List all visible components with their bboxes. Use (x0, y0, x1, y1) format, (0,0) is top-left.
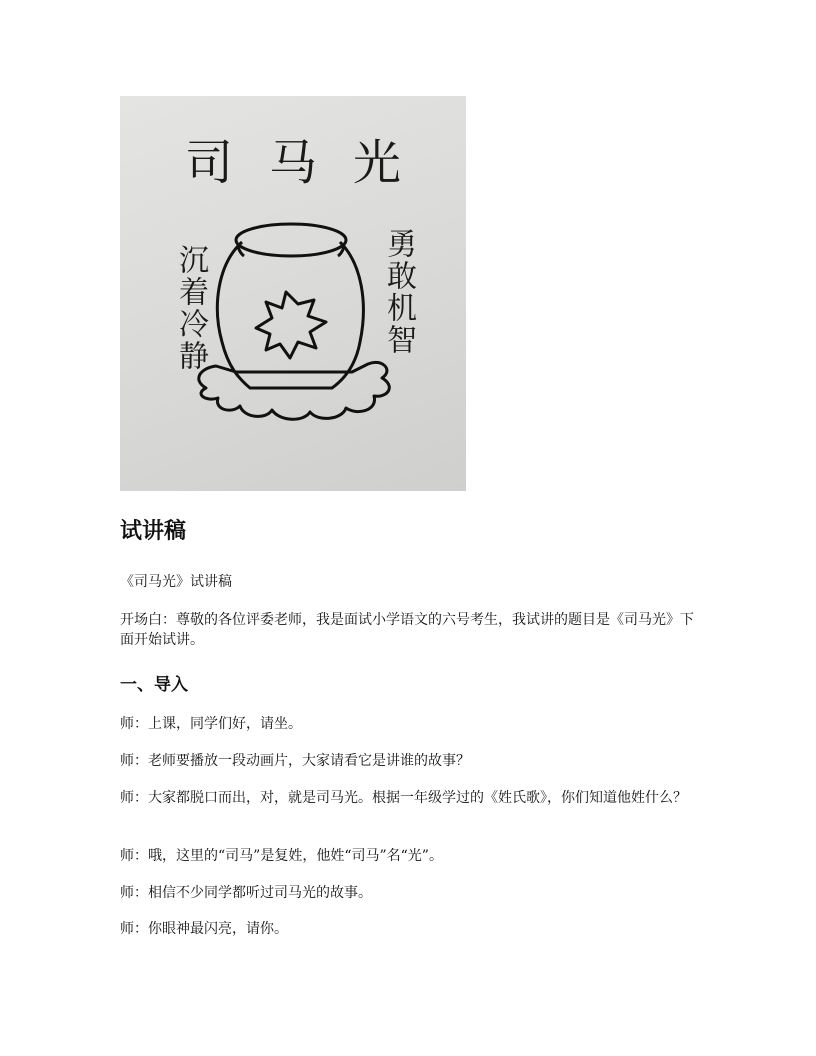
opening-paragraph: 开场白：尊敬的各位评委老师，我是面试小学语文的六号考生，我试讲的题目是《司马光》下面开始试讲。 (120, 612, 694, 648)
dialogue-line: 师：哦，这里的“司马”是复姓，他姓“司马”名“光”。 (120, 848, 443, 864)
dialogue-line: 师：上课，同学们好，请坐。 (120, 716, 302, 732)
water-puddle (199, 362, 390, 419)
vase-body (217, 242, 363, 388)
vase-neck (238, 244, 344, 256)
dialogue-line: 师：大家都脱口而出，对，就是司马光。根据一年级学过的《姓氏歌》，你们知道他姓什么？ (120, 790, 687, 806)
dialogue-line: 师：相信不少同学都听过司马光的故事。 (120, 885, 372, 901)
document-heading: 试讲稿 (120, 519, 187, 544)
document-subtitle: 《司马光》试讲稿 (120, 574, 232, 590)
dialogue-line: 师：你眼神最闪亮，请你。 (120, 921, 288, 937)
section-title-intro: 一、导入 (120, 675, 188, 695)
dialogue-line: 师：老师要播放一段动画片，大家请看它是讲谁的故事？ (120, 753, 470, 769)
illustration-right-text: 勇敢机智 (381, 228, 416, 356)
illustration-left-text: 沉着冷静 (173, 244, 208, 372)
vase-hole (256, 292, 326, 358)
illustration-title: 司马光 (184, 135, 437, 191)
hand-drawn-illustration (120, 96, 466, 491)
vase-rim (236, 224, 346, 256)
